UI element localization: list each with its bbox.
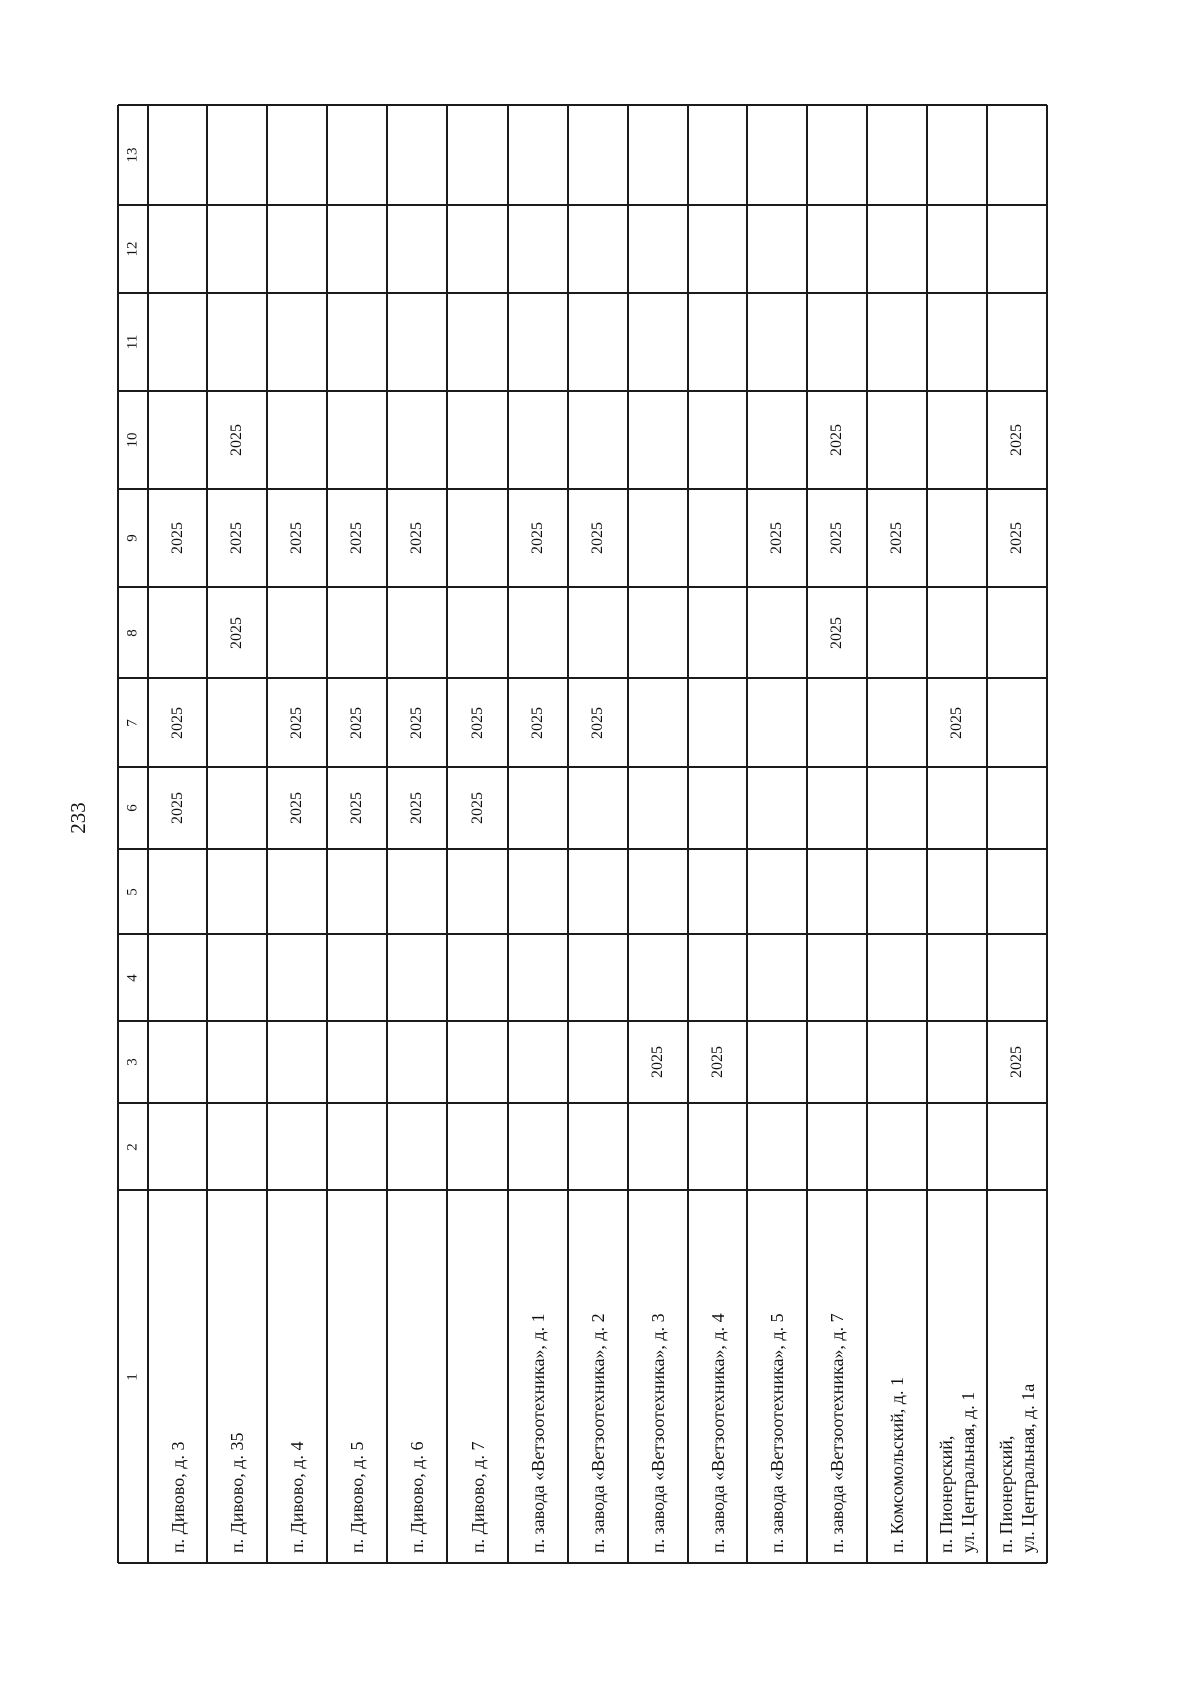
column-divider-10 [118, 390, 1047, 392]
address-cell [527, 1313, 549, 1553]
address-line: п. завода «Ветзоотехника», д. 7 [827, 1313, 847, 1553]
year-cell-col-9: 2025 [529, 522, 546, 554]
year-cell-col-7: 2025 [529, 706, 546, 739]
column-divider-3 [118, 1020, 1047, 1022]
address-cell [707, 1313, 729, 1553]
column-header-2: 2 [124, 1142, 141, 1151]
column-divider-2 [118, 1102, 1047, 1104]
year-cell-col-10: 2025 [1008, 424, 1025, 456]
year-cell-col-9: 2025 [168, 522, 186, 554]
column-header-7: 7 [124, 718, 141, 727]
address-cell [406, 1442, 428, 1553]
address-line: п. Дивово, д. 6 [407, 1441, 427, 1553]
address-line: п. завода «Ветзоотехника», д. 5 [767, 1313, 787, 1553]
column-divider-13 [118, 104, 1047, 106]
year-cell-col-3: 2025 [708, 1046, 726, 1078]
row-divider-4 [326, 105, 328, 1563]
address-line: ул. Центральная, д. 1а [1018, 1383, 1038, 1553]
address-line: п. Дивово, д. 35 [227, 1432, 247, 1553]
column-divider-0 [118, 1562, 1047, 1564]
year-cell-col-9: 2025 [589, 522, 606, 554]
row-divider-2 [206, 105, 208, 1563]
year-cell-col-9: 2025 [408, 522, 425, 554]
year-cell-col-9: 2025 [228, 522, 245, 554]
column-header-4: 4 [124, 973, 141, 982]
row-divider-7 [507, 105, 509, 1563]
year-cell-col-9: 2025 [768, 522, 785, 554]
address-line: п. Комсомольский, д. 1 [887, 1377, 907, 1553]
row-divider-5 [386, 105, 388, 1563]
year-cell-col-6: 2025 [348, 792, 365, 824]
column-divider-9 [118, 488, 1047, 490]
address-line: п. завода «Ветзоотехника», д. 3 [648, 1313, 668, 1553]
row-divider-0 [117, 105, 119, 1563]
row-divider-16 [1046, 105, 1048, 1563]
column-header-1: 1 [124, 1372, 141, 1381]
column-header-12: 12 [124, 241, 141, 257]
column-header-13: 13 [124, 147, 141, 163]
column-header-5: 5 [124, 887, 141, 896]
address-cell [886, 1377, 908, 1553]
year-cell-col-9: 2025 [1008, 522, 1025, 554]
row-divider-14 [926, 105, 928, 1563]
column-divider-1 [118, 1189, 1047, 1191]
column-divider-6 [118, 766, 1047, 768]
row-divider-11 [746, 105, 748, 1563]
column-divider-12 [118, 204, 1047, 206]
column-divider-4 [118, 933, 1047, 935]
address-line: п. завода «Ветзоотехника», д. 2 [588, 1313, 608, 1553]
address-cell [995, 1384, 1039, 1553]
year-cell-col-6: 2025 [468, 792, 486, 824]
address-cell [647, 1313, 669, 1553]
row-divider-15 [986, 105, 988, 1563]
address-cell [167, 1442, 189, 1553]
address-line: п. Пионерский, [996, 1435, 1016, 1553]
column-divider-8 [118, 586, 1047, 588]
address-line: п. Дивово, д. 4 [287, 1441, 307, 1553]
address-cell [766, 1313, 788, 1553]
year-cell-col-7: 2025 [589, 706, 606, 739]
row-divider-8 [567, 105, 569, 1563]
address-line: п. Дивово, д. 3 [167, 1441, 188, 1553]
year-cell-col-3: 2025 [649, 1046, 666, 1078]
column-divider-7 [118, 677, 1047, 679]
year-cell-col-8: 2025 [828, 616, 845, 649]
address-cell [226, 1433, 248, 1553]
year-cell-col-6: 2025 [168, 792, 186, 824]
address-line: п. Дивово, д. 7 [467, 1441, 488, 1553]
column-header-10: 10 [124, 432, 141, 448]
column-header-8: 8 [124, 628, 141, 637]
year-cell-col-7: 2025 [948, 706, 965, 739]
year-cell-col-10: 2025 [228, 424, 245, 456]
year-cell-col-9: 2025 [828, 522, 845, 554]
year-cell-col-7: 2025 [288, 706, 305, 739]
address-cell [467, 1442, 489, 1553]
year-cell-col-8: 2025 [228, 616, 245, 649]
address-cell [826, 1313, 848, 1553]
row-divider-1 [147, 105, 149, 1563]
row-divider-12 [806, 105, 808, 1563]
address-cell [587, 1313, 609, 1553]
year-cell-col-10: 2025 [828, 424, 845, 456]
address-cell [286, 1442, 308, 1553]
column-header-6: 6 [124, 804, 141, 812]
year-cell-col-9: 2025 [888, 522, 905, 554]
address-line: п. Дивово, д. 5 [347, 1441, 367, 1553]
column-header-11: 11 [124, 334, 141, 350]
address-line: п. завода «Ветзоотехника», д. 4 [707, 1313, 728, 1553]
page-number: 233 [66, 802, 90, 834]
year-cell-col-7: 2025 [408, 706, 425, 739]
year-cell-col-7: 2025 [348, 706, 365, 739]
year-cell-col-7: 2025 [168, 706, 186, 739]
address-cell [935, 1392, 979, 1553]
year-cell-col-3: 2025 [1008, 1046, 1025, 1078]
year-cell-col-6: 2025 [288, 792, 305, 824]
column-divider-5 [118, 848, 1047, 850]
column-header-9: 9 [124, 534, 141, 542]
column-header-3: 3 [124, 1058, 141, 1066]
row-divider-6 [446, 105, 448, 1563]
address-cell [346, 1442, 368, 1553]
year-cell-col-9: 2025 [348, 522, 365, 554]
year-cell-col-7: 2025 [468, 706, 486, 739]
row-divider-13 [866, 105, 868, 1563]
address-line: п. Пионерский, [936, 1435, 956, 1553]
year-cell-col-9: 2025 [288, 522, 305, 554]
year-cell-col-6: 2025 [408, 792, 425, 824]
column-divider-11 [118, 292, 1047, 294]
row-divider-9 [627, 105, 629, 1563]
row-divider-3 [266, 105, 268, 1563]
address-line: ул. Центральная, д. 1 [958, 1391, 978, 1553]
row-divider-10 [687, 105, 689, 1563]
address-line: п. завода «Ветзоотехника», д. 1 [528, 1313, 548, 1553]
